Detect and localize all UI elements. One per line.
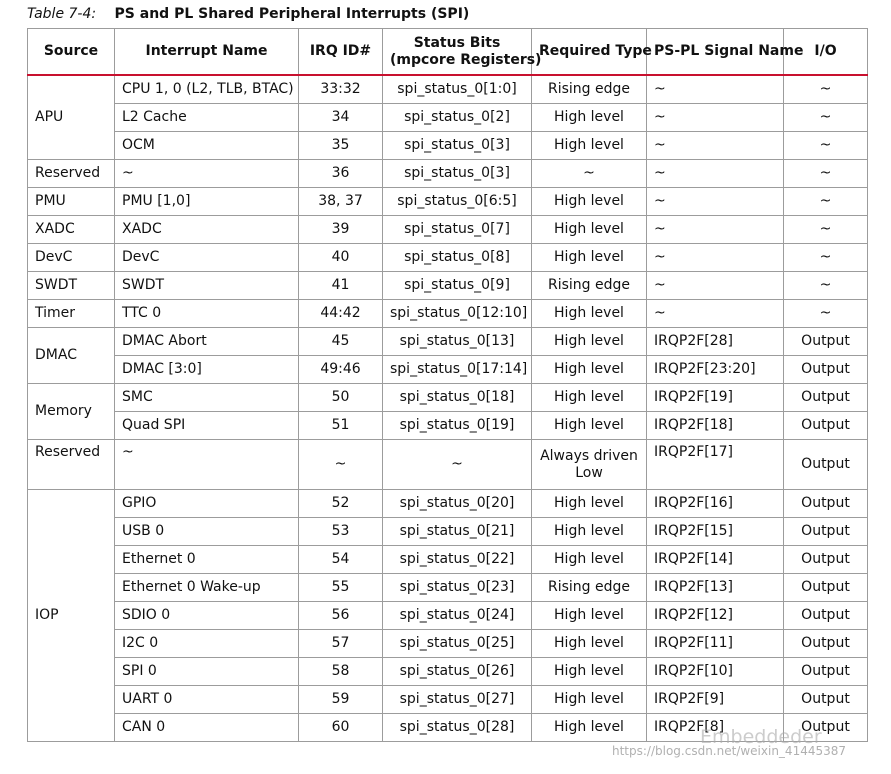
cell-interrupt-name: DMAC Abort [115,328,299,356]
cell-signal-name: ~ [647,104,784,132]
cell-status-bits: spi_status_0[25] [383,630,532,658]
cell-required-type: High level [532,132,647,160]
cell-source: Reserved [28,440,115,490]
cell-irq-id: 58 [299,658,383,686]
header-source: Source [28,29,115,76]
table-row [28,104,868,132]
table-row [28,132,868,160]
cell-source: IOP [28,490,115,742]
cell-io: Output [784,384,868,412]
cell-irq-id: 55 [299,574,383,602]
required-type-line2: Low [575,464,603,481]
cell-irq-id: 49:46 [299,356,383,384]
table-row [28,412,868,440]
cell-source: Timer [28,300,115,328]
cell-signal-name: ~ [647,244,784,272]
cell-irq-id: 45 [299,328,383,356]
cell-status-bits: spi_status_0[7] [383,216,532,244]
cell-status-bits: spi_status_0[12:10] [383,300,532,328]
cell-required-type: High level [532,714,647,742]
cell-irq-id: ~ [299,440,383,490]
cell-signal-name: IRQP2F[19] [647,384,784,412]
cell-io: Output [784,686,868,714]
cell-irq-id: 53 [299,518,383,546]
cell-status-bits: spi_status_0[8] [383,244,532,272]
cell-required-type: High level [532,658,647,686]
cell-interrupt-name: SDIO 0 [115,602,299,630]
cell-signal-name: IRQP2F[9] [647,686,784,714]
cell-irq-id: 33:32 [299,75,383,104]
table-row [28,272,868,300]
cell-source: PMU [28,188,115,216]
cell-required-type: High level [532,412,647,440]
table-row [28,244,868,272]
cell-interrupt-name: L2 Cache [115,104,299,132]
cell-interrupt-name: Ethernet 0 [115,546,299,574]
cell-interrupt-name: SPI 0 [115,658,299,686]
cell-signal-name: ~ [647,300,784,328]
cell-signal-name: IRQP2F[11] [647,630,784,658]
cell-status-bits: spi_status_0[18] [383,384,532,412]
cell-required-type: High level [532,188,647,216]
cell-interrupt-name: SMC [115,384,299,412]
header-interrupt-name: Interrupt Name [115,29,299,76]
cell-io: Output [784,630,868,658]
cell-signal-name: ~ [647,75,784,104]
table-row [28,686,868,714]
cell-io: ~ [784,160,868,188]
required-type-line1: Always driven [540,447,638,464]
cell-required-type: High level [532,104,647,132]
cell-status-bits: spi_status_0[27] [383,686,532,714]
cell-io: Output [784,574,868,602]
cell-required-type: High level [532,546,647,574]
cell-required-type: High level [532,328,647,356]
cell-irq-id: 52 [299,490,383,518]
cell-signal-name: IRQP2F[10] [647,658,784,686]
watermark-url: https://blog.csdn.net/weixin_41445387 [612,744,847,758]
table-caption [27,4,469,24]
cell-required-type: High level [532,356,647,384]
cell-required-type: High level [532,216,647,244]
table-row [28,384,868,412]
cell-required-type: High level [532,490,647,518]
cell-signal-name: IRQP2F[23:20] [647,356,784,384]
table-row [28,630,868,658]
cell-source: APU [28,75,115,160]
cell-source: Reserved [28,160,115,188]
cell-required-type: High level [532,300,647,328]
cell-status-bits: spi_status_0[28] [383,714,532,742]
cell-signal-name: IRQP2F[13] [647,574,784,602]
cell-io: Output [784,412,868,440]
table-row [28,356,868,384]
cell-interrupt-name: USB 0 [115,518,299,546]
cell-io: ~ [784,75,868,104]
cell-io: Output [784,602,868,630]
cell-status-bits: spi_status_0[23] [383,574,532,602]
cell-required-type: High level [532,630,647,658]
cell-interrupt-name: CAN 0 [115,714,299,742]
header-irq-id: IRQ ID# [299,29,383,76]
cell-required-type: ~ [532,160,647,188]
cell-irq-id: 35 [299,132,383,160]
cell-required-type: High level [532,244,647,272]
cell-io: Output [784,356,868,384]
cell-interrupt-name: TTC 0 [115,300,299,328]
cell-interrupt-name: PMU [1,0] [115,188,299,216]
cell-signal-name: IRQP2F[15] [647,518,784,546]
cell-irq-id: 50 [299,384,383,412]
cell-signal-name: IRQP2F[8] [647,714,784,742]
cell-required-type: Rising edge [532,75,647,104]
cell-irq-id: 39 [299,216,383,244]
cell-required-type [532,440,647,490]
cell-irq-id: 54 [299,546,383,574]
cell-io: ~ [784,300,868,328]
table-row [28,188,868,216]
cell-source: DevC [28,244,115,272]
cell-source: XADC [28,216,115,244]
header-status-bits [383,29,542,76]
cell-status-bits: spi_status_0[22] [383,546,532,574]
cell-status-bits: spi_status_0[13] [383,328,532,356]
cell-signal-name: ~ [647,188,784,216]
cell-signal-name: IRQP2F[17] [647,440,784,490]
cell-signal-name: IRQP2F[28] [647,328,784,356]
cell-status-bits: spi_status_0[3] [383,160,532,188]
cell-io: Output [784,714,868,742]
cell-io: ~ [784,244,868,272]
cell-interrupt-name: XADC [115,216,299,244]
cell-signal-name: ~ [647,160,784,188]
table-title: PS and PL Shared Peripheral Interrupts (SPI) [114,6,470,22]
cell-irq-id: 40 [299,244,383,272]
cell-irq-id: 38, 37 [299,188,383,216]
table-row [28,160,868,188]
cell-required-type: High level [532,384,647,412]
table-row [28,490,868,518]
cell-irq-id: 60 [299,714,383,742]
header-status-line1: Status Bits [413,34,501,51]
cell-signal-name: IRQP2F[12] [647,602,784,630]
cell-io: Output [784,546,868,574]
cell-io: Output [784,518,868,546]
cell-status-bits: spi_status_0[20] [383,490,532,518]
cell-irq-id: 44:42 [299,300,383,328]
header-status-line2: (mpcore Registers) [390,51,542,68]
header-signal-name: PS-PL Signal Name [647,29,784,76]
cell-source: DMAC [28,328,115,384]
cell-interrupt-name: OCM [115,132,299,160]
cell-interrupt-name: Quad SPI [115,412,299,440]
table-row [28,546,868,574]
spi-interrupts-table [27,28,868,742]
cell-status-bits: spi_status_0[26] [383,658,532,686]
cell-interrupt-name: ~ [115,440,299,490]
cell-io: ~ [784,216,868,244]
table-row [28,328,868,356]
cell-interrupt-name: UART 0 [115,686,299,714]
table-row [28,574,868,602]
cell-interrupt-name: DevC [115,244,299,272]
cell-irq-id: 34 [299,104,383,132]
cell-signal-name: IRQP2F[14] [647,546,784,574]
cell-required-type: High level [532,518,647,546]
cell-io: Output [784,490,868,518]
cell-io: Output [784,328,868,356]
cell-status-bits: spi_status_0[21] [383,518,532,546]
cell-irq-id: 36 [299,160,383,188]
table-row [28,518,868,546]
cell-interrupt-name: I2C 0 [115,630,299,658]
cell-signal-name: IRQP2F[18] [647,412,784,440]
cell-interrupt-name: Ethernet 0 Wake-up [115,574,299,602]
cell-status-bits: spi_status_0[19] [383,412,532,440]
table-row [28,300,868,328]
cell-status-bits: spi_status_0[1:0] [383,75,532,104]
cell-interrupt-name: CPU 1, 0 (L2, TLB, BTAC) [115,75,299,104]
table-row [28,602,868,630]
cell-signal-name: ~ [647,216,784,244]
cell-irq-id: 51 [299,412,383,440]
watermark-brand: Embeddeder [700,726,822,748]
cell-source: Memory [28,384,115,440]
cell-interrupt-name: DMAC [3:0] [115,356,299,384]
cell-io: ~ [784,272,868,300]
cell-io: ~ [784,104,868,132]
cell-status-bits: spi_status_0[3] [383,132,532,160]
cell-interrupt-name: SWDT [115,272,299,300]
cell-interrupt-name: ~ [115,160,299,188]
cell-io: Output [784,658,868,686]
cell-status-bits: spi_status_0[6:5] [383,188,532,216]
cell-irq-id: 57 [299,630,383,658]
cell-signal-name: ~ [647,132,784,160]
cell-interrupt-name: GPIO [115,490,299,518]
cell-status-bits: spi_status_0[9] [383,272,532,300]
cell-required-type: High level [532,602,647,630]
cell-status-bits: spi_status_0[2] [383,104,532,132]
cell-source: SWDT [28,272,115,300]
cell-required-type: High level [532,686,647,714]
cell-irq-id: 41 [299,272,383,300]
cell-irq-id: 56 [299,602,383,630]
table-number: Table 7-4: [27,6,97,22]
cell-required-type: Rising edge [532,574,647,602]
header-row [28,29,868,76]
table-row [28,658,868,686]
table-row [28,440,868,490]
cell-status-bits: ~ [383,440,532,490]
header-required-type: Required Type [532,29,647,76]
cell-io: ~ [784,132,868,160]
table-row [28,216,868,244]
cell-required-type: Rising edge [532,272,647,300]
cell-signal-name: ~ [647,272,784,300]
cell-status-bits: spi_status_0[24] [383,602,532,630]
cell-io: ~ [784,188,868,216]
cell-io: Output [784,440,868,490]
cell-signal-name: IRQP2F[16] [647,490,784,518]
cell-irq-id: 59 [299,686,383,714]
header-io: I/O [784,29,868,76]
cell-status-bits: spi_status_0[17:14] [383,356,532,384]
table-row [28,75,868,104]
